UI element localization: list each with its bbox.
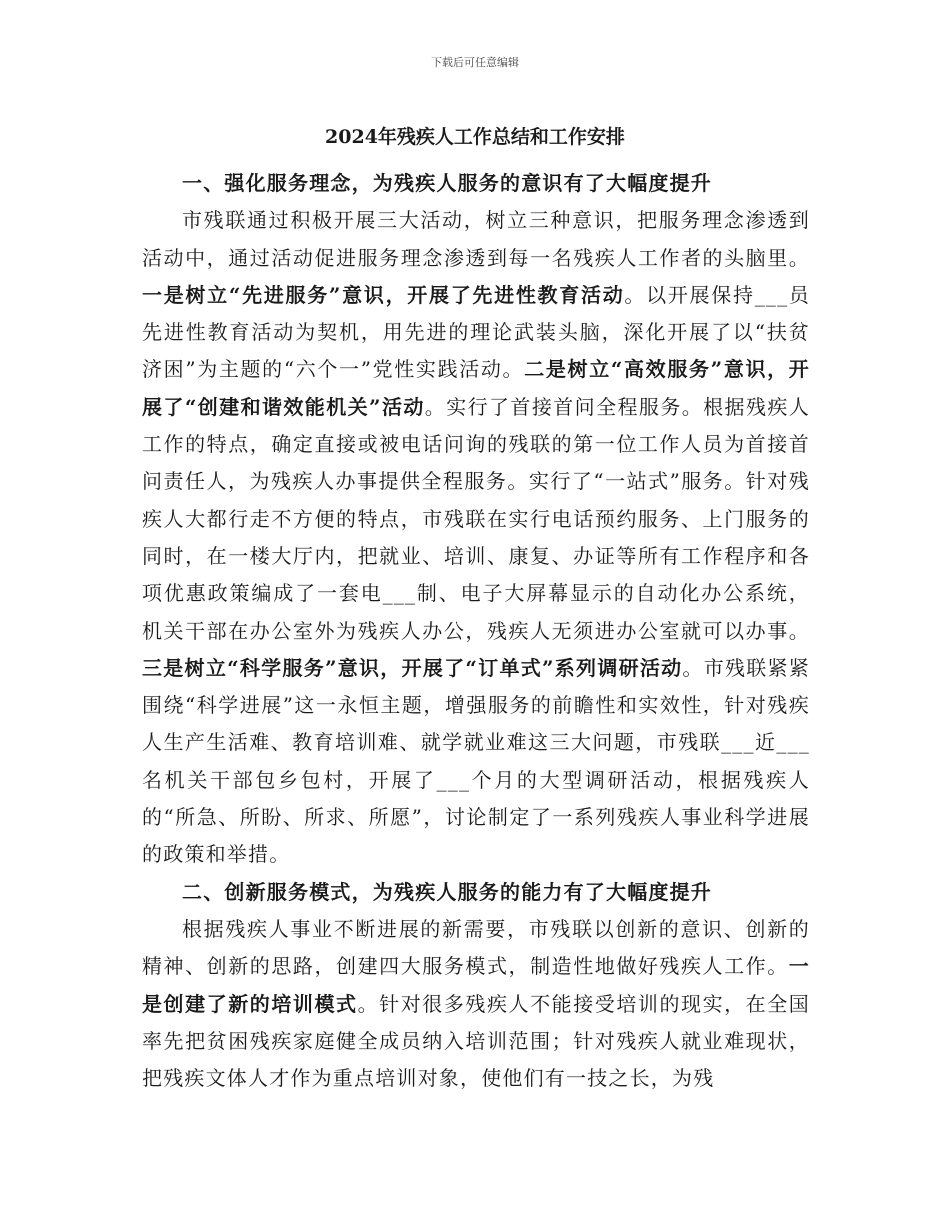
bold-run: 一是树立“先进服务”意识，开展了先进性教育活动 [142, 282, 625, 307]
bold-run: 二是树立“高效服务”意识，开展了“创建和谐效能机关”活动 [142, 357, 810, 419]
paragraph [142, 911, 810, 1097]
text-run: 。市残联紧紧围绕“科学进展”这一永恒主题，增强服务的前瞻性和实效性，针对残疾人生产生活难、教育培训难、就学就业难这三大问题，市残联___近___名机关干部包乡包村，开展了___个月的大型调研活动，根据残疾人的“所急、所盼、所求、所愿”，讨论制定了一系列残疾人事业科学进展的政策和举措。 [142, 655, 810, 867]
section-heading: 二、创新服务模式，为残疾人服务的能力有了大幅度提升 [182, 879, 712, 904]
page-title: 2024年残疾人工作总结和工作安排 [325, 126, 625, 148]
header-note: 下载后可任意编辑 [431, 56, 519, 69]
text-run: 。实行了首接首问全程服务。根据残疾人工作的特点，确定直接或被电话问询的残联的第一位工作人员为首接首问责任人，为残疾人办事提供全程服务。实行了“一站式”服务。针对残疾人大都行走不方便的特点，市残联在实行电话预约服务、上门服务的同时，在一楼大厅内，把就业、培训、康复、办证等所有工作程序和各项优惠政策编成了一套电___制、电子大屏幕显示的自动化办公系统，机关干部在办公室外为残疾人办公，残疾人无须进办公室就可以办事。 [142, 394, 810, 643]
text-run: 。针对很多残疾人不能接受培训的现实，在全国率先把贫困残疾家庭健全成员纳入培训范围；针对残疾人就业难现状，把残疾文体人才作为重点培训对象，使他们有一技之长，为残 [142, 991, 811, 1091]
document-body [142, 165, 810, 1097]
text-run: 根据残疾人事业不断进展的新需要，市残联以创新的意识、创新的精神、创新的思路，创建四大服务模式，制造性地做好残疾人工作。 [142, 916, 810, 979]
bold-run: 三是树立“科学服务”意识，开展了“订单式”系列调研活动 [142, 655, 683, 680]
section-heading: 一、强化服务理念，为残疾人服务的意识有了大幅度提升 [182, 171, 712, 195]
paragraph [142, 202, 810, 873]
text-run: 。以开展保持___员先进性教育活动为契机，用先进的理论武装头脑，深化开展了以“扶贫济困”为主题的“六个一”党性实践活动。 [142, 282, 811, 382]
bold-run: 一是创建了新的培训模式 [142, 954, 810, 1016]
text-run: 市残联通过积极开展三大活动，树立三种意识，把服务理念渗透到活动中，通过活动促进服务理念渗透到每一名残疾人工作者的头脑里。 [142, 208, 810, 270]
